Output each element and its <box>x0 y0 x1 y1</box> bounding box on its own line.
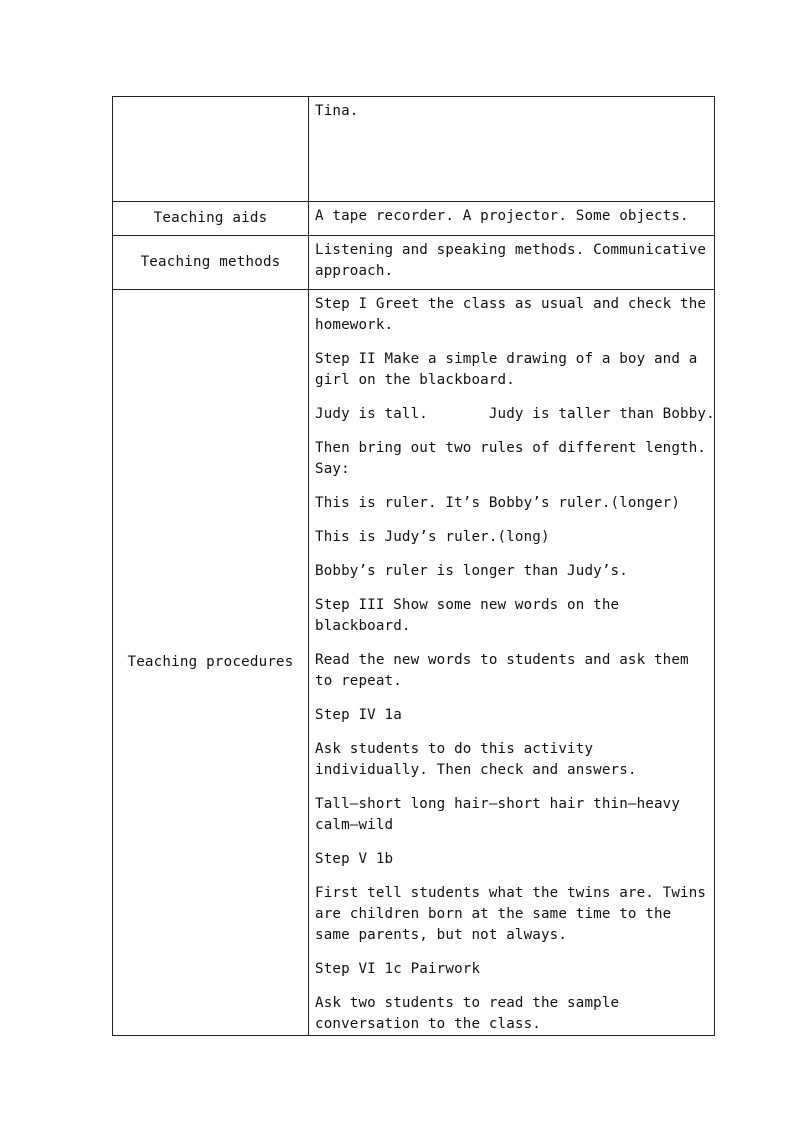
lesson-plan-table <box>112 96 715 1036</box>
procedure-paragraph: Step III Show some new words on the blackboard. <box>315 597 620 634</box>
procedure-paragraph: Step V 1b <box>315 851 394 867</box>
teaching-aids-content <box>309 202 715 236</box>
teaching-methods-label: Teaching methods <box>113 236 309 290</box>
procedure-paragraph: Judy is tall. Judy is taller than Bobby. <box>315 406 715 422</box>
content-text: A tape recorder. A projector. Some objects. <box>315 208 689 224</box>
table-row <box>113 202 715 236</box>
teaching-procedures-content <box>309 290 715 1036</box>
row-label-empty <box>113 97 309 202</box>
procedure-paragraph: This is Judy’s ruler.(long) <box>315 529 550 545</box>
table-row <box>113 97 715 202</box>
procedure-paragraph: Then bring out two rules of different length. Say: <box>315 440 707 477</box>
procedure-paragraph: Step II Make a simple drawing of a boy and a girl on the blackboard. <box>315 351 698 388</box>
teaching-procedures-label: Teaching procedures <box>113 290 309 1036</box>
procedure-paragraph: This is ruler. It’s Bobby’s ruler.(longer) <box>315 495 681 511</box>
teaching-methods-content <box>309 236 715 290</box>
table-row <box>113 236 715 290</box>
procedure-paragraph: Read the new words to students and ask them to repeat. <box>315 652 689 689</box>
procedure-paragraph: Step IV 1a <box>315 707 402 723</box>
content-text: Listening and speaking methods. Communicative approach. <box>315 242 707 279</box>
procedure-paragraph: Ask two students to read the sample conversation to the class. <box>315 995 620 1032</box>
teaching-aids-label: Teaching aids <box>113 202 309 236</box>
procedure-paragraph: Step I Greet the class as usual and check the homework. <box>315 296 707 333</box>
procedure-paragraph: Step VI 1c Pairwork <box>315 961 481 977</box>
table-row <box>113 290 715 1036</box>
content-text: Tina. <box>315 103 359 119</box>
procedure-paragraph: Tall—short long hair—short hair thin—heavy calm—wild <box>315 796 681 833</box>
procedure-paragraph: Bobby’s ruler is longer than Judy’s. <box>315 563 628 579</box>
procedure-paragraph: Ask students to do this activity individually. Then check and answers. <box>315 741 637 778</box>
row-content-tina <box>309 97 715 202</box>
procedure-paragraph: First tell students what the twins are. Twins are children born at the same time to the same parents, but not always. <box>315 885 707 943</box>
